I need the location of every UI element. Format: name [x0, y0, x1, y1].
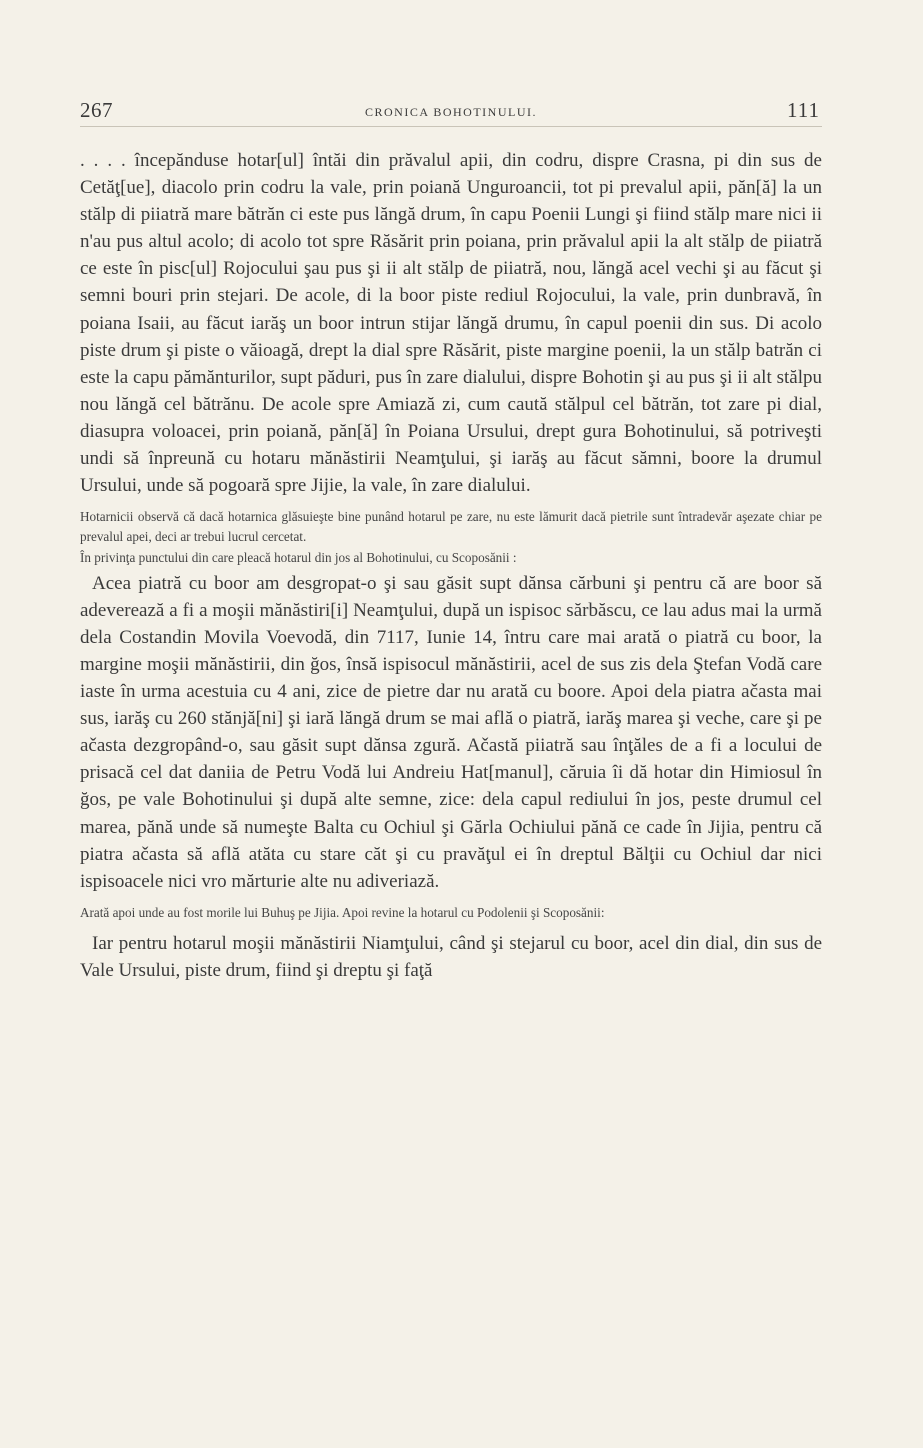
paragraph-1: . . . . începănduse hotar[ul] întăi din prăvalul apii, din codru, dispre Crasna, pi din sus de Cetăţ[ue], diacolo prin codru la vale, prin poiană Unguroancii, tot pi prevalul apii, păn[ă] la un stălp di piiatră mare bătrăn ci este pus lăngă drum, în capu Poenii Lungi şi fiind stălp mare nici ii n'au pus altul acolo; di acolo tot spre Răsărit prin poiana, prin prăvalul apii la alt stălp de piiatră ce este în pisc[ul] Rojocului şau pus şi ii alt stălp de piiatră, nou, lăngă acel vechi şi au făcut şi semni bouri prin stejari. De acole, di la boor piste rediul Rojocului, la vale, prin dunbravă, în poiana Isaii, au făcut iarăş un boor intrun stijar lăngă drumu, în capul poenii din sus. Di acolo piste drum şi piste o văioagă, drept la dial spre Răsărit, piste margine poenii, la un stălp batrăn ci este la capu pămănturilor, supt păduri, pus în zare dialului, dispre Bohotin şi au pus şi ii alt stălpu nou lăngă cel bătrănu. De acole spre Amiază zi, cum caută stălpul cel bătrăn, tot zare pi dial, diasupra voloacei, prin poiană, păn[ă] în Poiana Ursului, drept gura Bohotinului, să potriveşti undi să înpreună cu hotaru mănăstirii Neamţului, şi iarăş au făcut sămni, boore la drumul Ursului, unde să pogoară spre Jijie, la vale, în zare dialului. — [80, 150, 822, 497]
paragraph-3: Iar pentru hotarul moşii mănăstirii Niamţului, când şi stejarul cu boor, acel din dial, din sus de Vale Ursului, piste drum, fiind şi dreptu şi faţă — [80, 933, 822, 982]
header-rule — [80, 126, 822, 127]
editor-note-2: În privinţa punctului din care pleacă hotarul din jos al Bohotinului, cu Scoposănii : — [80, 550, 517, 566]
page — [80, 92, 822, 985]
page-number-right: 111 — [787, 98, 820, 122]
running-title: CRONICA BOHOTINULUI. — [365, 105, 537, 119]
page-header — [80, 92, 822, 126]
paragraph-2: Acea piatră cu boor am desgropat-o şi sau găsit supt dănsa cărbuni şi pentru că are boor să adeverează a fi a moşii mănăstiri[i] Neamţului, după un ispisoc sărbăscu, ce lau adus mai la urmă dela Costandin Movila Voevodă, din 7117, Iunie 14, întru care mai arată o piatră cu boor, la margine moşii mănăstirii, din ğos, însă ispisocul mănăstirii, acel de sus zis dela Ştefan Vodă care iaste în urma acestuia cu 4 ani, zice de pietre dar nu arată cu boore. Apoi dela piatra ačasta mai sus, iarăş cu 260 stănjă[ni] şi iară lăngă drum se mai află o piatră, iarăş marea şi veche, care şi pe ačasta dezgropând-o, sau găsit supt dănsa zgură. Ačastă piiatră sau înţăles de a fi a locului de prisacă cel dat daniia de Petru Vodă lui Andreiu Hat[manul], căruia îi dă hotar din Himiosul în ğos, pe vale Bohotinului şi după alte semne, zice: dela capul rediului în jos, peste drumul cel marea, pănă unde să numeşte Balta cu Ochiul şi Gărla Ochiului pănă ce cade în Jijia, pentru că piatra ačasta să află atăta cu stare căt şi cu pravăţul ei în dreptul Bălţii cu Ochiul dar nici ispisoacele nici vro mărturie alte nu adiveriază. — [80, 572, 822, 892]
page-number-left: 267 — [80, 98, 113, 122]
editor-note-3: Arată apoi unde au fost morile lui Buhuş pe Jijia. Apoi revine la hotarul cu Podolenii şi Scoposănii: — [80, 904, 605, 920]
editor-note-1: Hotarnicii observă că dacă hotarnica glăsuieşte bine punând hotarul pe zare, nu este lămurit dacă pietrile sunt întradevăr aşezate chiar pe prevalul apei, deci ar trebui lucrul cercetat. — [80, 509, 822, 544]
